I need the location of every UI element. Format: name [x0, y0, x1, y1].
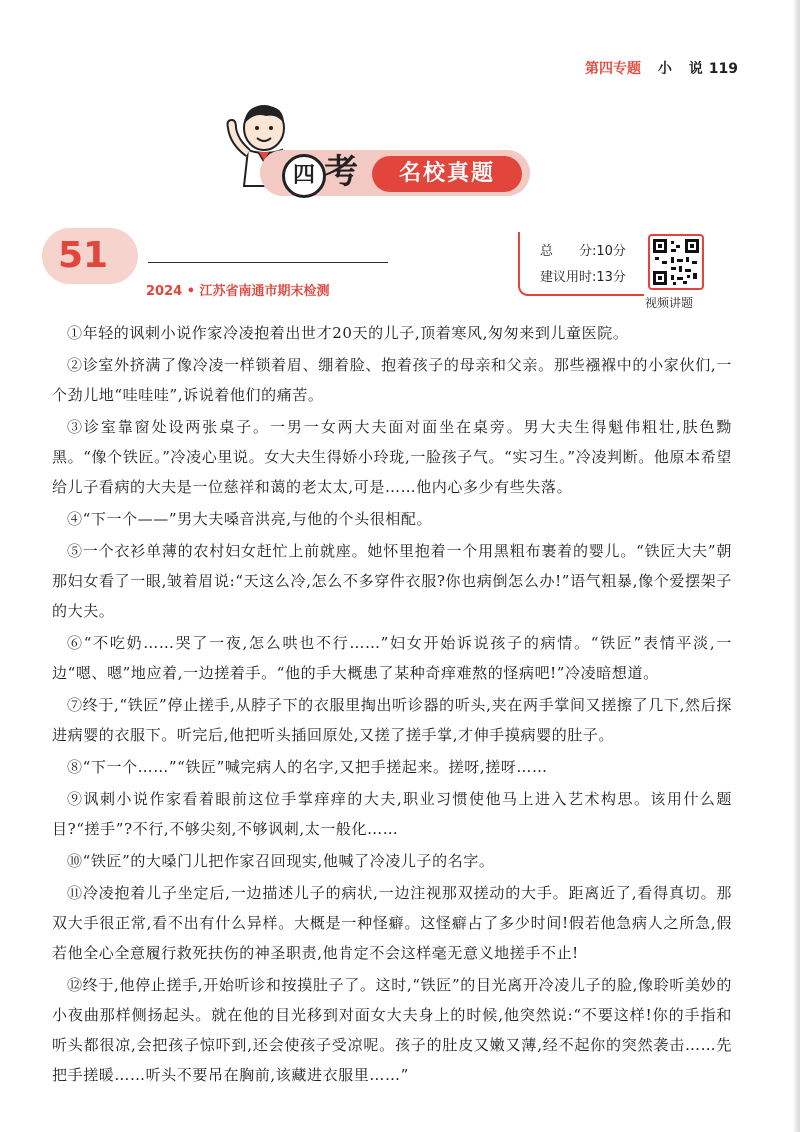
paragraph: ⑫终于,他停止搓手,开始听诊和按摸肚子了。这时,“铁匠”的目光离开冷凌儿子的脸,像聆听美妙的小夜曲那样侧扬起头。就在他的目光移到对面女大夫身上的时候,他突然说:“不要这样!你的手指和听头都很凉,会把孩子惊吓到,还会使孩子受凉呢。孩子的肚皮又嫩又薄,经不起你的突然袭击……先把手搓暖……听头不要吊在胸前,该藏进衣服里……” — [52, 976, 732, 1084]
page-edge — [794, 0, 800, 1132]
qr-code-icon — [653, 239, 699, 285]
paragraph: ⑧“下一个……”“铁匠”喊完病人的名字,又把手搓起来。搓呀,搓呀…… — [67, 758, 548, 776]
question-source: 2024 • 江苏省南通市期末检测 — [146, 284, 330, 299]
article-body — [52, 318, 732, 1092]
qr-caption: 视频讲题 — [645, 296, 694, 310]
paragraph: ②诊室外挤满了像冷凌一样锁着眉、绷着脸、抱着孩子的母亲和父亲。那些襁褓中的小家伙们,一个劲儿地“哇哇哇”,诉说着他们的痛苦。 — [52, 356, 732, 404]
banner-kao: 考 — [324, 152, 358, 192]
paragraph: ④“下一个——”男大夫嗓音洪亮,与他的个头很相配。 — [67, 510, 433, 528]
header-topic: 第四专题 — [585, 61, 642, 77]
time-value: 13分 — [596, 270, 626, 285]
score-label: 总 分: — [540, 244, 597, 259]
time-label: 建议用时: — [540, 270, 597, 285]
paragraph: ①年轻的讽刺小说作家冷凌抱着出世才20天的儿子,顶着寒风,匆匆来到儿童医院。 — [67, 324, 629, 342]
score-row — [540, 240, 626, 259]
banner-number: 四 — [282, 154, 326, 198]
score-value: 10分 — [596, 244, 626, 259]
qr-code[interactable] — [648, 234, 704, 290]
banner-title: 名校真题 — [372, 156, 522, 192]
page-number: 119 — [708, 61, 738, 77]
paragraph: ⑨讽刺小说作家看着眼前这位手掌痒痒的大夫,职业习惯使他马上进入艺术构思。该用什么题目?“搓手”?不行,不够尖刻,不够讽刺,太一般化…… — [52, 790, 732, 838]
header-category: 小 说 — [657, 61, 709, 77]
paragraph: ⑥“不吃奶……哭了一夜,怎么哄也不行……”妇女开始诉说孩子的病情。“铁匠”表情平淡,一边“嗯、嗯”地应着,一边搓着手。“他的手大概患了某种奇痒难熬的怪病吧!”冷凌暗想道。 — [52, 634, 732, 682]
paragraph: ⑪冷凌抱着儿子坐定后,一边描述儿子的病状,一边注视那双搓动的大手。距离近了,看得真切。那双大手很正常,看不出有什么异样。大概是一种怪癖。这怪癖占了多少时间!假若他急病人之所急,假若他全心全意履行救死扶伤的神圣职责,他肯定不会这样毫无意义地搓手不止! — [52, 884, 732, 962]
question-rule — [148, 262, 388, 263]
paragraph: ③诊室靠窗处设两张桌子。一男一女两大夫面对面坐在桌旁。男大夫生得魁伟粗壮,肤色黝黑。“像个铁匠。”冷凌心里说。女大夫生得娇小玲珑,一脸孩子气。“实习生。”冷凌判断。他原本希望给儿子看病的大夫是一位慈祥和蔼的老太太,可是……他内心多少有些失落。 — [52, 418, 732, 496]
running-header — [585, 58, 738, 78]
time-row — [540, 266, 626, 285]
paragraph: ⑦终于,“铁匠”停止搓手,从脖子下的衣服里掏出听诊器的听头,夹在两手掌间又搓擦了几下,然后探进病婴的衣服下。听完后,他把听头插回原处,又搓了搓手掌,才伸手摸病婴的肚子。 — [52, 696, 732, 744]
paragraph: ⑩“铁匠”的大嗓门儿把作家召回现实,他喊了冷凌儿子的名字。 — [67, 852, 495, 870]
paragraph: ⑤一个衣衫单薄的农村妇女赶忙上前就座。她怀里抱着一个用黑粗布裹着的婴儿。“铁匠大夫”朝那妇女看了一眼,皱着眉说:“天这么冷,怎么不多穿件衣服?你也病倒怎么办!”语气粗暴,像个爱摆架子的大夫。 — [52, 542, 732, 620]
section-banner — [220, 98, 540, 208]
question-number: 51 — [57, 235, 109, 276]
